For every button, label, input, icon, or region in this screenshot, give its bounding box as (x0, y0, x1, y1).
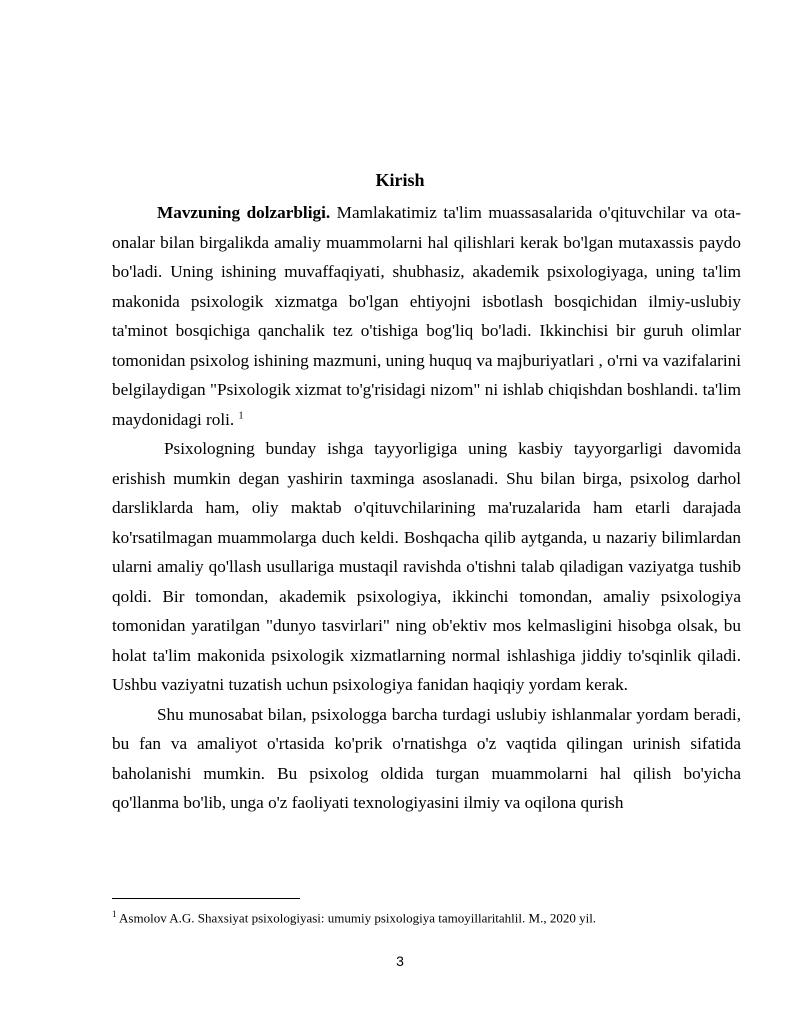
body-text (112, 198, 741, 818)
footnote-text: Asmolov A.G. Shaxsiyat psixologiyasi: umumiy psixologiya tamoyillaritahlil. M., 2020 yil. (116, 910, 597, 926)
paragraph-lead: Mavzuning dolzarbligi. (157, 203, 331, 222)
footnote (112, 906, 741, 926)
page-number: 3 (396, 953, 404, 969)
paragraph-methodology: Shu munosabat bilan, psixologga barcha turdagi uslubiy ishlanmalar yordam beradi, bu fan va amaliyot o'rtasida ko'prik o'rnatishga o'z vaqtida qilingan urinish sifatida baholanishi mumkin. Bu psixolog oldida turgan muammolarni hal qilish bo'yicha qo'llanma bo'lib, unga o'z faoliyati texnologiyasini ilmiy va oqilona qurish (112, 704, 741, 812)
footnote-reference: 1 (238, 409, 244, 421)
section-title: Kirish (375, 170, 425, 190)
footnote-number: 1 (112, 909, 117, 919)
paragraph-preparedness: Psixologning bunday ishga tayyorligiga uning kasbiy tayyorgarligi davomida erishish mumkin degan yashirin taxminga asoslanadi. Shu bilan birga, psixolog darhol darsliklarda ham, oliy maktab o'qituvchilarining ma'ruzalarida ham etarli darajada ko'rsatilmagan muammolarga duch keldi. Boshqacha qilib aytganda, u nazariy bilimlardan ularni amaliy qo'llash usullariga mustaqil ravishda o'tishni talab qiladigan vaziyatga tushib qoldi. Bir tomondan, akademik psixologiya, ikkinchi tomondan, amaliy psixologiya tomonidan yaratilgan "dunyo tasvirlari" ning ob'ektiv mos kelmasligini hisobga olsak, bu holat ta'lim makonida psixologik xizmatlarning normal ishlashiga jiddiy to'sqinlik qiladi. Ushbu vaziyatni tuzatish uchun psixologiya fanidan haqiqiy yordam kerak. (112, 439, 741, 694)
footnote-separator (112, 898, 300, 899)
paragraph-relevance (112, 198, 741, 434)
paragraph-text: Mamlakatimiz ta'lim muassasalarida o'qituvchilar va ota-onalar bilan birgalikda amaliy muammolarni hal qilishlari kerak bo'lgan mutaxassis paydo bo'ladi. Uning ishining muvaffaqiyati, shubhasiz, akademik psixologiyaga, uning ta'lim makonida psixologik xizmatga bo'lgan ehtiyojni isbotlash bosqichidan ilmiy-uslubiy ta'minot bosqichiga qanchalik tez o'tishiga bog'liq bo'ladi. Ikkinchisi bir guruh olimlar tomonidan psixolog ishining mazmuni, uning huquq va majburiyatlari , o'rni va vazifalarini belgilaydigan "Psixologik xizmat to'g'risidagi nizom" ni ishlab chiqishdan boshlandi. ta'lim maydonidagi roli. (112, 203, 742, 429)
